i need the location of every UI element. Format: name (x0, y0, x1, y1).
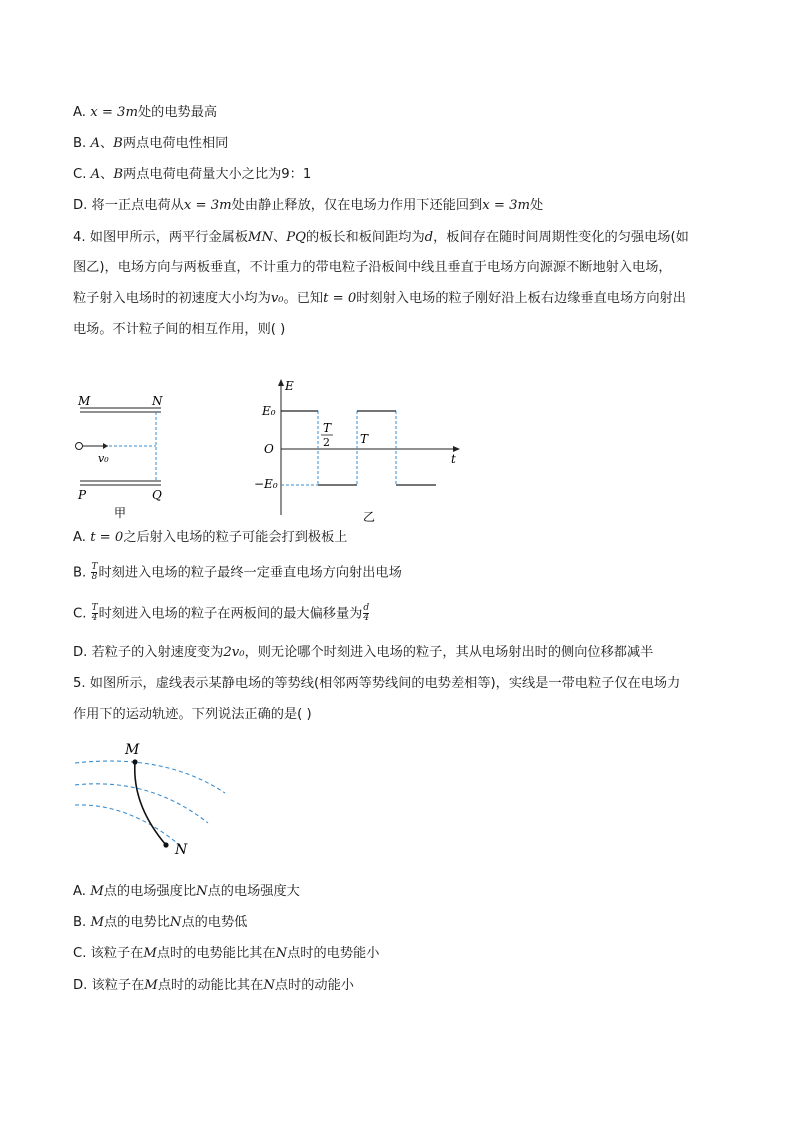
q3-option-a: A. x = 3m处的电势最高 (73, 105, 218, 120)
q5-stem-line2: 作用下的运动轨迹。下列说法正确的是( ) (73, 707, 312, 722)
velocity-arrowhead (103, 443, 108, 449)
q4-option-d: D. 若粒子的入射速度变为2v₀，则无论哪个时刻进入电场的粒子，其从电场射出时的侧向位移都减半 (73, 645, 654, 660)
q5-option-b: B. M点的电势比N点的电势低 (73, 915, 248, 930)
q4-stem-line4: 电场。不计粒子间的相互作用，则( ) (73, 322, 286, 337)
point-m (132, 759, 137, 764)
label-t: t (451, 452, 456, 466)
label-p: P (78, 488, 87, 502)
q4-option-c: C. $\frac{T}{4}$ 时刻进入电场的粒子在两板间的最大偏移量为 $\frac{d}{4}$ (73, 603, 370, 623)
label-neg-e0: −E₀ (254, 477, 278, 491)
q3-option-d: D. 将一正点电荷从x = 3m处由静止释放，仅在电场力作用下还能回到x = 3m处 (73, 198, 544, 213)
label-period: T (360, 432, 369, 446)
frac-t-4: $\frac{T}{4}$ (91, 603, 98, 623)
label-half-den: 2 (323, 436, 330, 449)
label-half-num: T (323, 421, 332, 435)
label-v0: v₀ (98, 452, 109, 465)
q4-option-a: A. t = 0之后射入电场的粒子可能会打到极板上 (73, 530, 348, 545)
e-axis-arrowhead (278, 379, 284, 386)
q4-option-b: B. $\frac{T}{8}$ 时刻进入电场的粒子最终一定垂直电场方向射出电场 (73, 562, 402, 582)
trajectory (135, 762, 166, 845)
particle-source (76, 443, 83, 450)
q5-stem-line1: 5. 如图所示，虚线表示某静电场的等势线(相邻两等势线间的电势差相等)，实线是一带电粒子仅在电场力 (73, 676, 681, 691)
q3-option-b: B. A、B两点电荷电性相同 (73, 136, 229, 151)
equipotential-line-1 (75, 761, 225, 793)
q4-stem-line1: 4. 如图甲所示，两平行金属板MN、PQ的板长和板间距均为d，板间存在随时间周期性变化的匀强电场(如 (73, 230, 689, 245)
caption-yi: 乙 (363, 510, 376, 524)
q5-option-d: D. 该粒子在M点时的动能比其在N点时的动能小 (73, 978, 354, 993)
figure-q5 (70, 735, 230, 860)
frac-t-8: $\frac{T}{8}$ (91, 562, 98, 582)
q4-stem-line3: 粒子射入电场时的初速度大小均为v₀。已知t = 0时刻射入电场的粒子刚好沿上板右边缘垂直电场方向射出 (73, 291, 686, 306)
label-m: M (125, 742, 140, 758)
label-e0: E₀ (262, 404, 276, 418)
label-n: N (175, 842, 188, 858)
square-wave (281, 411, 436, 485)
caption-jia: 甲 (114, 506, 127, 520)
label-o: O (264, 442, 274, 456)
figure-jia (70, 390, 180, 525)
label-n: N (152, 394, 163, 408)
point-n (163, 842, 168, 847)
q5-option-c: C. 该粒子在M点时的电势能比其在N点时的电势能小 (73, 946, 380, 961)
q4-stem-line2: 图乙)，电场方向与两板垂直，不计重力的带电粒子沿板间中线且垂直于电场方向源源不断地射入电场， (73, 260, 672, 275)
figure-yi (250, 375, 465, 525)
label-e: E (285, 379, 294, 393)
label-m: M (78, 394, 91, 408)
q5-option-a: A. M点的电场强度比N点的电场强度大 (73, 884, 300, 899)
frac-d-4: $\frac{d}{4}$ (363, 603, 370, 623)
label-q: Q (152, 488, 162, 502)
equipotential-line-3 (75, 805, 182, 847)
q3-option-c: C. A、B两点电荷电荷量大小之比为9：1 (73, 167, 312, 182)
